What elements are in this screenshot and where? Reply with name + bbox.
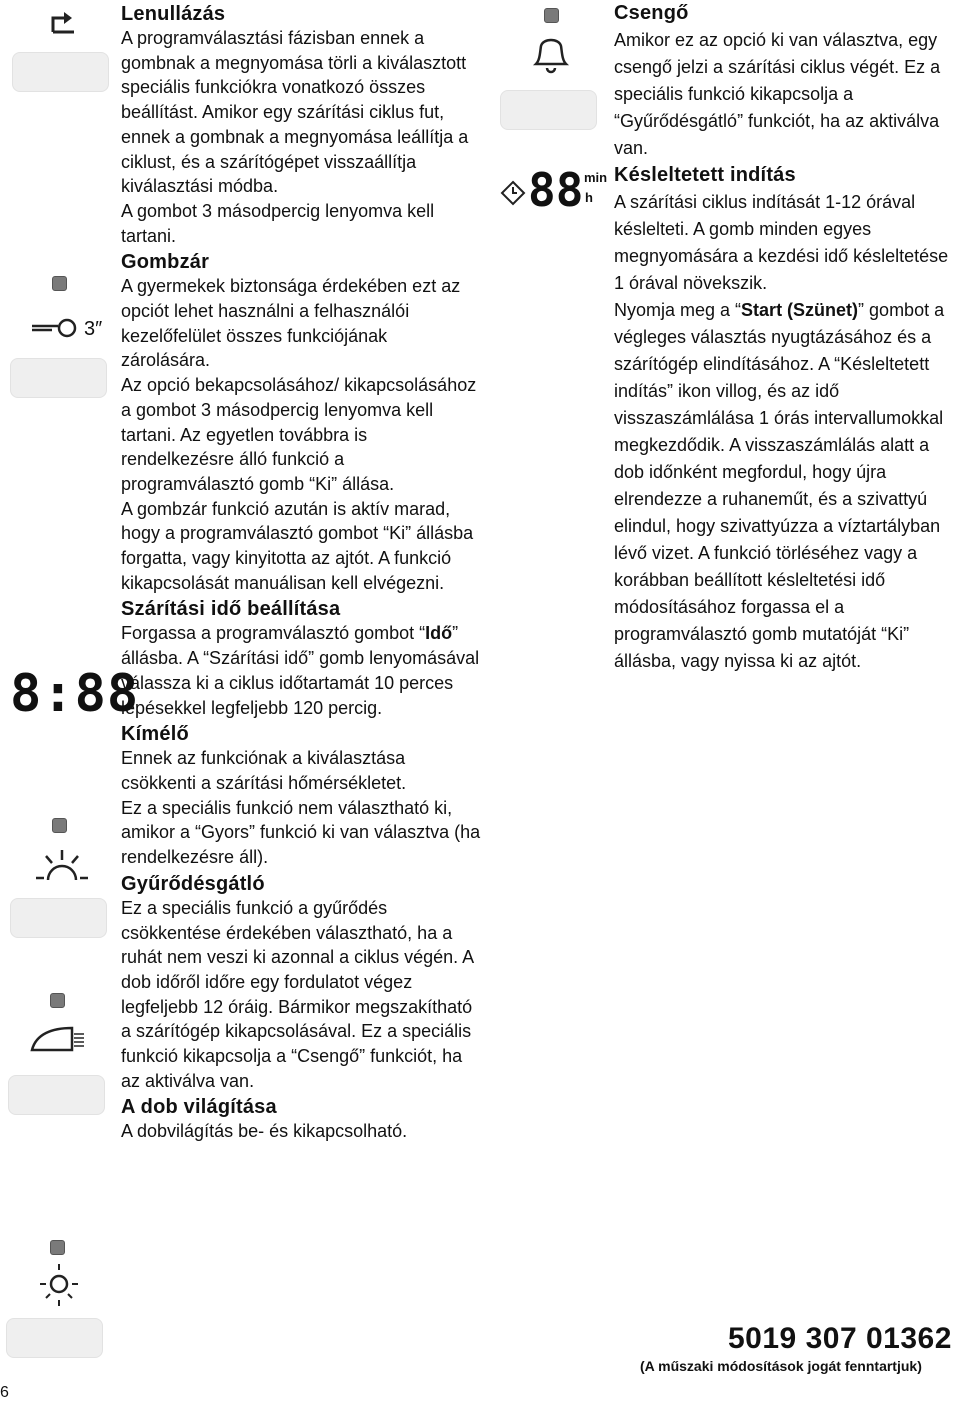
unit-h-label: h bbox=[585, 190, 593, 205]
paragraph: A gombot 3 másodpercig lenyomva kell tartani. bbox=[121, 200, 435, 246]
bold-text-run: Start (Szünet) bbox=[741, 300, 859, 320]
reset-button[interactable] bbox=[12, 52, 109, 92]
paragraph: A szárítási ciklus indítását 1-12 órával késlelteti. A gomb minden egyes megnyomására a kezdési idő késleltetése 1 órával növekszik. bbox=[614, 192, 949, 293]
document-code: 5019 307 01362 bbox=[728, 1322, 952, 1355]
section-title: Kímélő bbox=[121, 723, 189, 746]
paragraph: Amikor ez az opció ki van választva, egy csengő jelzi a szárítási ciklus végét. Ez a speciális funkció kikapcsolja a “Gyűrődésgátló” funkciót, ha az aktiválva van. bbox=[614, 30, 941, 158]
section-dry-time bbox=[121, 597, 481, 720]
bell-led-indicator bbox=[544, 8, 559, 23]
section-title: Lenullázás bbox=[121, 3, 226, 25]
section-drum-light bbox=[121, 1095, 481, 1144]
section-gentle bbox=[121, 722, 481, 870]
paragraph: A programválasztási fázisban ennek a gombnak a megnyomása törli a kiválasztott speciális funkciókra vonatkozó összes beállítást. Amikor egy szárítási ciklus fut, ennek a gombnak a megnyomása leállítja a ciklust, és a szárítógépet visszaállítja kiválasztási módba. bbox=[121, 28, 469, 197]
gentle-button[interactable] bbox=[10, 898, 107, 938]
section-bell bbox=[614, 0, 954, 162]
paragraph bbox=[614, 297, 954, 675]
drum-light-led-indicator bbox=[50, 1240, 65, 1255]
left-text-column bbox=[121, 0, 481, 1144]
paragraph: Ez a speciális funkció nem választható ki, amikor a “Gyors” funkció ki van választva (ha rendelkezésre áll). bbox=[121, 797, 481, 868]
bell-icon bbox=[528, 30, 574, 76]
paragraph: Ez a speciális funkció a gyűrődés csökkentése érdekében választható, ha a ruhát nem veszi ki azonnal a ciklus végén. A dob időről időre egy fordulatot végez legfeljebb 12 óráig. Bármikor megszakítható a szárítógép kikapcsolásával. Ez a speciális funkció kikapcsolja a “Csengő” funkciót, ha az aktiválva van. bbox=[121, 897, 474, 1091]
paragraph: Az opció bekapcsolásához/ kikapcsolásához a gombot 3 másodpercig lenyomva kell tartani. Az egyetlen továbbra is rendelkezésre álló funkció a programválasztó gomb “Ki” állása. bbox=[121, 375, 477, 494]
lock-button[interactable] bbox=[10, 358, 107, 398]
section-anti-crease bbox=[121, 872, 481, 1094]
gentle-led-indicator bbox=[52, 818, 67, 833]
section-lock bbox=[121, 250, 481, 595]
section-title: Csengő bbox=[614, 2, 689, 24]
modification-note: (A műszaki módosítások jogát fenntartjuk) bbox=[640, 1358, 922, 1374]
low-temp-sun-icon bbox=[34, 848, 90, 884]
section-reset bbox=[121, 0, 481, 248]
bell-button[interactable] bbox=[500, 90, 597, 130]
text-run: Forgassa a programválasztó gombot “ bbox=[121, 623, 426, 644]
paragraph: A gombzár funkció azután is aktív marad, hogy a programválasztó gombot “Ki” állásba forgatta, vagy kinyitotta az ajtót. A funkció kikapcsolását manuálisan kell elvégezni. bbox=[121, 498, 474, 593]
unit-min-label: min bbox=[584, 170, 608, 185]
lock-led-indicator bbox=[52, 276, 67, 291]
delay-display: 88 bbox=[528, 163, 584, 217]
section-title: Szárítási idő beállítása bbox=[121, 598, 341, 621]
section-title: A dob világítása bbox=[121, 1096, 277, 1119]
text-run: Nyomja meg a “ bbox=[614, 300, 742, 320]
right-text-column bbox=[614, 0, 954, 675]
section-title: Késleltetett indítás bbox=[614, 164, 796, 186]
text-run: ” gombot a végleges választás nyugtázásához és a szárítógép elindításához. A “Késleltetett indítás” ikon villog, és az idő visszaszámlálása 1 órás intervallumokkal megkezdődik. A visszaszámlálás alatt a dob időnként megfordul, hogy újra elrendezze a ruhaneműt, és a szivattyú elindul, hogy szivattyúzza a víztartályban lévő vizet. A funkció törléséhez vagy a korábban beállított késleltetési idő módosításához forgassa el a programválasztó gomb mutatóját “Ki” állásba, vagy nyissa ki az ajtót. bbox=[614, 300, 945, 671]
bold-text-run: Idő bbox=[425, 623, 453, 644]
lock-seconds-label: 3″ bbox=[84, 318, 103, 340]
text-run: ” állásba. A “Szárítási idő” gomb lenyomásával válassza ki a ciklus időtartamát 10 perces lépésekkel legfeljebb 120 percig. bbox=[121, 623, 480, 718]
page-number: 6 bbox=[0, 1384, 9, 1401]
drum-light-button[interactable] bbox=[6, 1318, 103, 1358]
section-title: Gombzár bbox=[121, 251, 210, 274]
paragraph: Ennek az funkciónak a kiválasztása csökkenti a szárítási hőmérsékletet. bbox=[121, 748, 407, 793]
dry-time-display: 8:88 bbox=[10, 664, 140, 724]
anti-crease-led-indicator bbox=[50, 993, 65, 1008]
key-lock-icon bbox=[30, 316, 80, 342]
section-delay-start bbox=[614, 162, 954, 675]
paragraph bbox=[121, 621, 481, 720]
reset-arrow-icon bbox=[48, 6, 78, 36]
paragraph: A gyermekek biztonsága érdekében ezt az opciót lehet használni a felhasználói kezelőfelület összes funkciójának zárolására. bbox=[121, 276, 461, 371]
paragraph: A dobvilágítás be- és kikapcsolható. bbox=[121, 1121, 408, 1142]
anti-crease-button[interactable] bbox=[8, 1075, 105, 1115]
delay-start-icon bbox=[500, 180, 526, 206]
iron-icon bbox=[28, 1020, 86, 1056]
section-title: Gyűrődésgátló bbox=[121, 872, 265, 895]
bulb-icon bbox=[36, 1262, 82, 1308]
